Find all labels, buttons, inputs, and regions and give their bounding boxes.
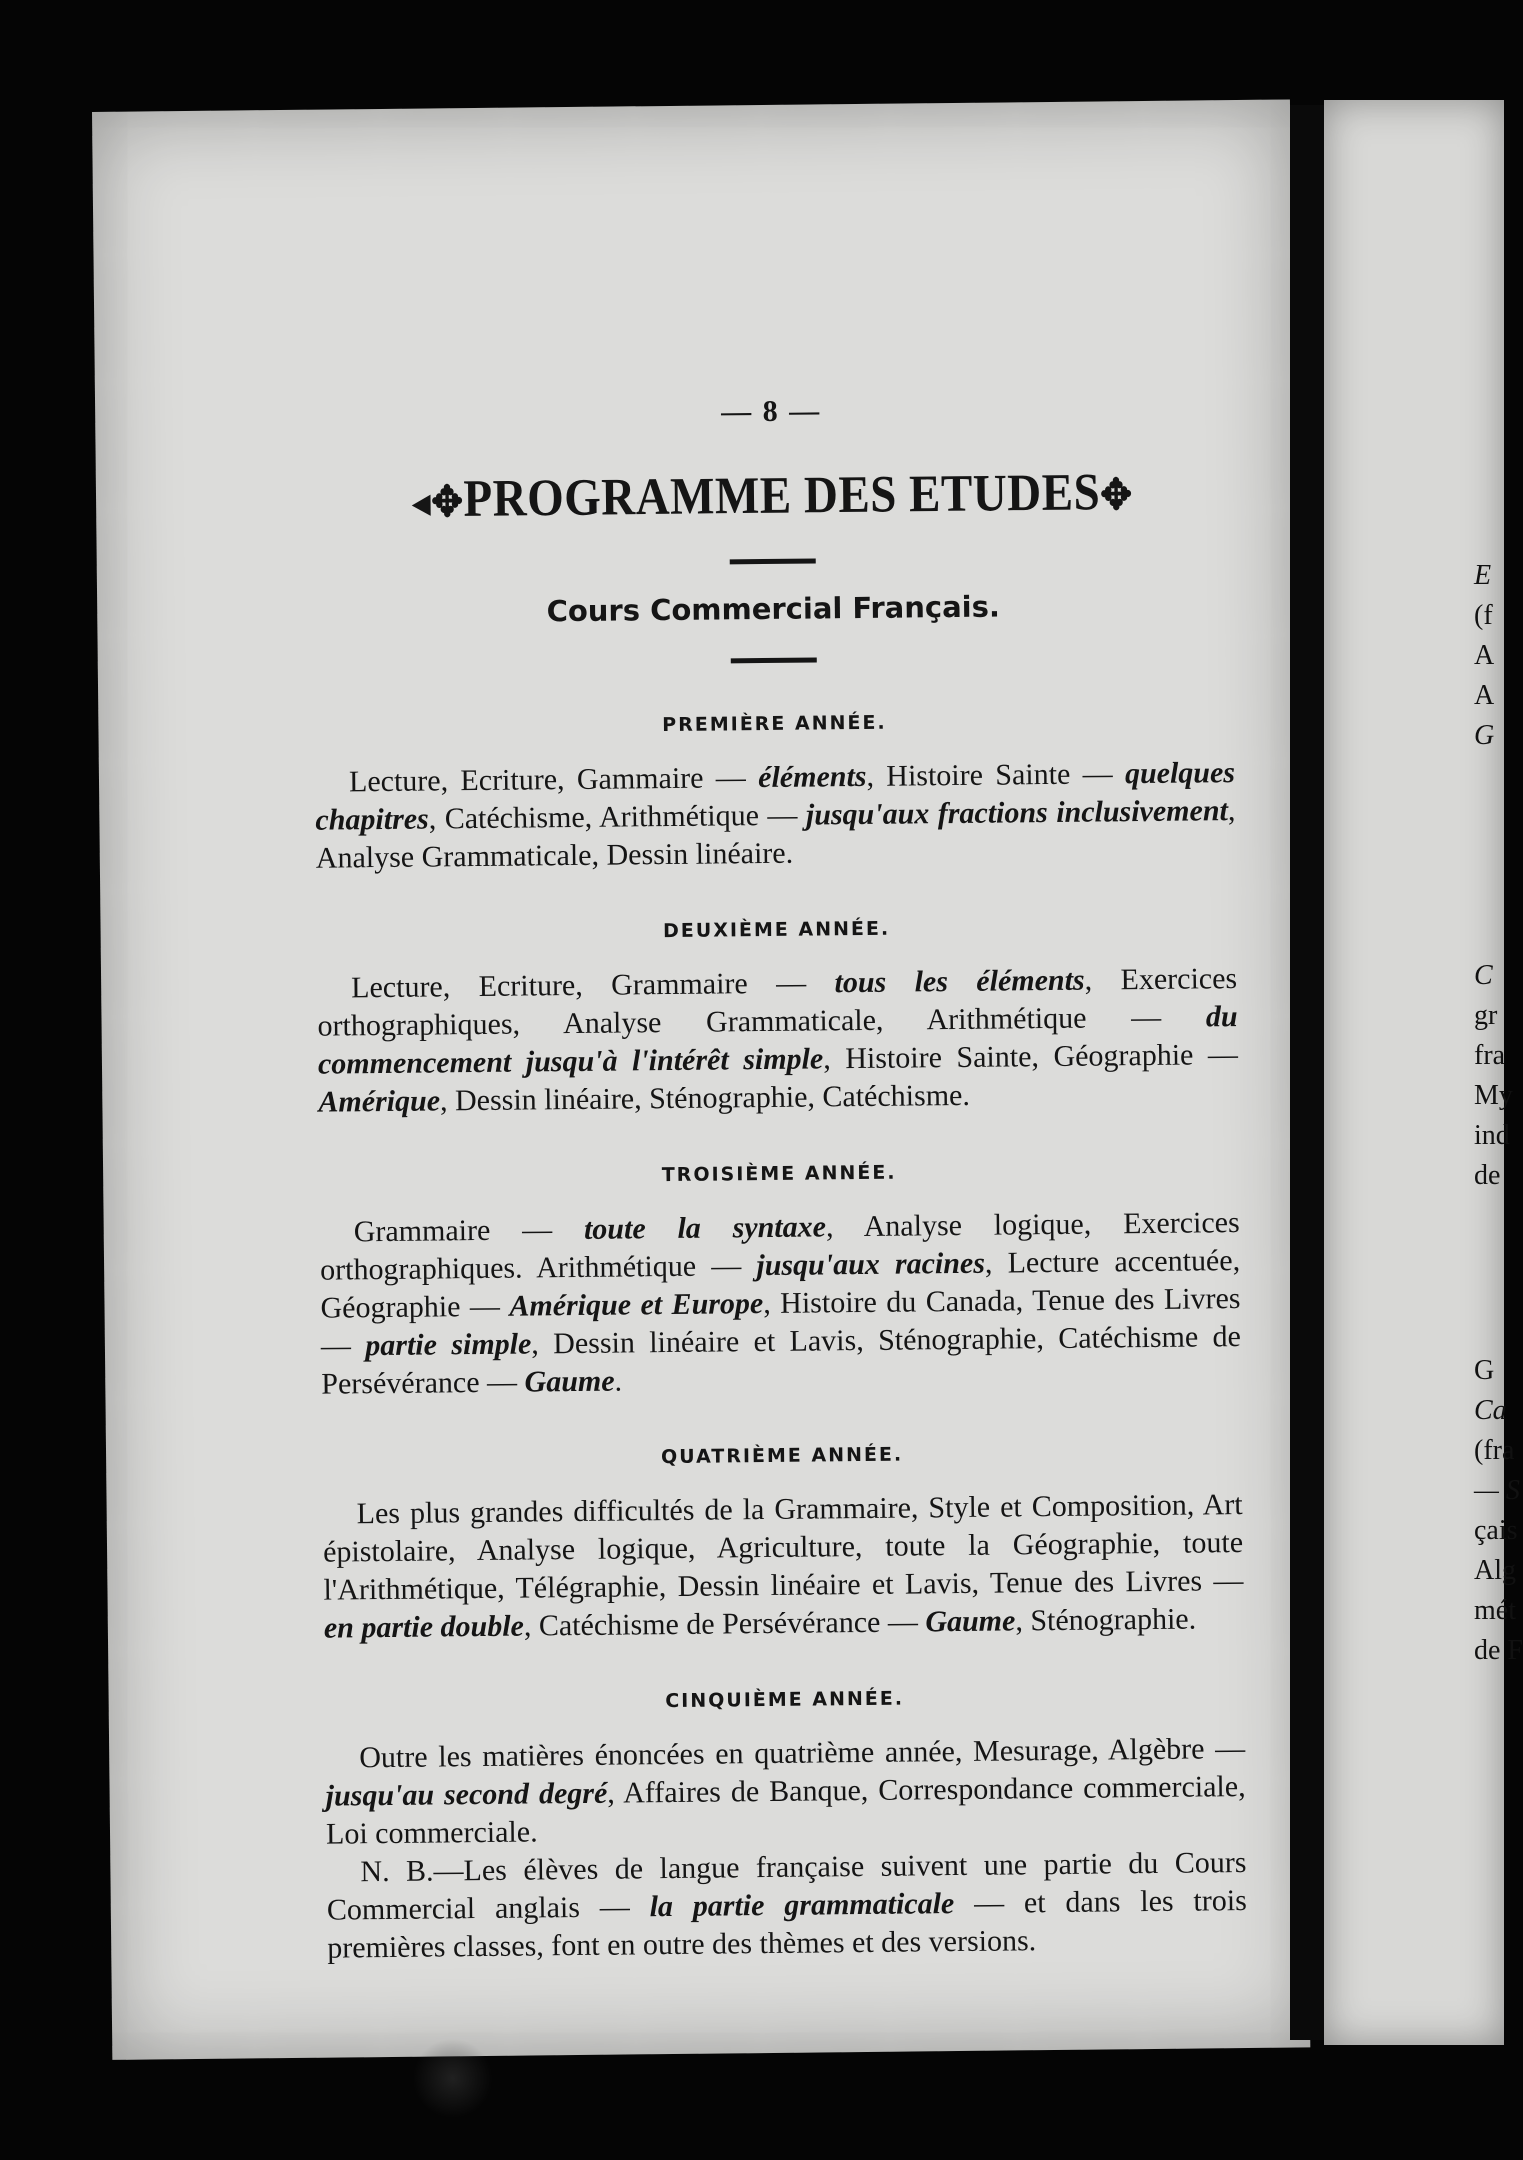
italic-run: Gaume	[524, 1364, 615, 1399]
subtitle-rule	[731, 657, 817, 663]
adjacent-page-fragment: — S	[1474, 1475, 1520, 1506]
italic-run: Gaume	[925, 1604, 1016, 1639]
text-run: Lecture, Ecriture, Gammaire —	[348, 761, 759, 799]
section-paragraph	[317, 960, 1239, 1122]
text-run: , Analyse logique, Exercices orthographiques. Arithmétique —	[319, 1206, 1240, 1287]
title-ornament-right: ✥	[1099, 471, 1133, 520]
text-run: .	[614, 1364, 623, 1398]
adjacent-page-fragment: de F	[1474, 1635, 1523, 1666]
italic-run: quelques chapitres	[315, 756, 1236, 837]
text-run: , Dessin linéaire et Lavis, Sténographie, Catéchisme de Persévérance —	[321, 1320, 1242, 1401]
adjacent-page-fragment: ind	[1474, 1120, 1510, 1151]
section-paragraph	[315, 754, 1236, 878]
text-run: , Sténographie.	[1015, 1602, 1197, 1638]
text-run: , Dessin linéaire, Sténographie, Catéchisme.	[439, 1078, 971, 1118]
section-paragraph	[320, 1204, 1242, 1404]
text-run: , Affaires de Banque, Correspondance commerciale, Loi commerciale.	[325, 1770, 1246, 1851]
year-heading: QUATRIÈME ANNÉE.	[660, 1443, 904, 1469]
italic-run: en partie double	[323, 1609, 525, 1645]
adjacent-page-fragment: G	[1474, 1355, 1495, 1386]
italic-run: la partie grammaticale	[649, 1887, 955, 1924]
text-run: , Lecture accentuée, Géographie —	[320, 1244, 1241, 1325]
year-heading: CINQUIÈME ANNÉE.	[665, 1687, 905, 1713]
adjacent-page-fragment: (f	[1474, 600, 1493, 631]
adjacent-page-fragment: Alg	[1474, 1555, 1516, 1586]
course-subtitle: Cours Commercial Français.	[546, 589, 1001, 629]
section-paragraph	[326, 1844, 1247, 1968]
adjacent-page	[1324, 100, 1523, 2045]
page-title	[312, 461, 1233, 531]
text-run: , Histoire Sainte, Géographie —	[823, 1038, 1239, 1076]
italic-run: jusqu'aux fractions inclusivement	[805, 794, 1229, 832]
italic-run: jusqu'aux racines	[756, 1246, 986, 1283]
text-run: — et dans les trois premières classes, font en outre des thèmes et des versions.	[327, 1884, 1247, 1965]
adjacent-page-fragment: gr	[1474, 1000, 1498, 1031]
year-heading: DEUXIÈME ANNÉE.	[662, 917, 891, 943]
italic-run: jusqu'au second degré	[325, 1776, 608, 1813]
text-run: Grammaire —	[353, 1212, 585, 1249]
adjacent-page-fragment: C	[1474, 960, 1493, 991]
adjacent-page-fragment: A	[1474, 680, 1495, 711]
adjacent-page-fragment: (fra	[1474, 1435, 1515, 1466]
ink-stain	[412, 2038, 493, 2119]
text-run: , Histoire Sainte —	[866, 757, 1126, 793]
adjacent-page-fragment: mét	[1474, 1595, 1516, 1626]
year-heading: PREMIÈRE ANNÉE.	[662, 711, 887, 737]
title-text: PROGRAMME DES ETUDES	[463, 463, 1101, 529]
text-run: Les plus grandes difficultés de la Grammaire, Style et Composition, Art épistolaire, Analyse logique, Agriculture, toute la Géographie, toute l'Arithmétique, Télégraphie, Dessin linéaire et Lavis, Tenue des Livres —	[322, 1488, 1244, 1607]
title-ornament-left: ◂✥	[411, 478, 464, 527]
year-sections	[314, 708, 1247, 1968]
text-run: N. B.—Les élèves de langue française suivent une partie du Cours Commercial anglais —	[326, 1846, 1247, 1927]
italic-run: Amérique	[318, 1084, 441, 1119]
text-run: , Catéchisme de Persévérance —	[523, 1605, 926, 1643]
text-run: Outre les matières énoncées en quatrième année, Mesurage, Algèbre —	[359, 1732, 1246, 1775]
section-paragraph	[323, 1486, 1245, 1648]
adjacent-page-fragment: de	[1474, 1160, 1501, 1191]
text-run: , Catéchisme, Arithmétique —	[428, 798, 807, 836]
text-run: , Histoire du Canada, Tenue des Livres —	[320, 1282, 1241, 1363]
adjacent-page-fragment: E	[1474, 560, 1492, 591]
adjacent-page-fragment: fra	[1474, 1040, 1506, 1071]
italic-run: du commencement jusqu'à l'intérêt simple	[317, 1000, 1238, 1081]
year-heading: TROISIÈME ANNÉE.	[661, 1161, 897, 1187]
binding-gutter	[1290, 105, 1324, 2040]
italic-run: toute la syntaxe	[583, 1210, 827, 1246]
adjacent-page-fragment: G	[1474, 720, 1495, 751]
adjacent-page-fragment: A	[1474, 640, 1495, 671]
adjacent-page-fragment: Ca	[1474, 1395, 1507, 1426]
italic-run: tous les éléments	[834, 963, 1085, 1000]
document-page	[92, 99, 1310, 2059]
text-run: Lecture, Ecriture, Grammaire —	[351, 966, 835, 1005]
italic-run: éléments	[758, 759, 867, 795]
italic-run: partie simple	[365, 1327, 532, 1363]
adjacent-page-fragment: çais	[1474, 1515, 1518, 1546]
title-rule	[730, 558, 816, 564]
page-content	[311, 390, 1247, 1968]
text-run: , Exercices orthographiques, Analyse Grammaticale, Arithmétique —	[317, 962, 1238, 1043]
italic-run: Amérique et Europe	[509, 1287, 764, 1323]
text-run: , Analyse Grammaticale, Dessin linéaire.	[315, 794, 1236, 875]
section-paragraph	[325, 1730, 1246, 1854]
adjacent-page-fragment: My	[1474, 1080, 1513, 1111]
page-number: — 8 —	[721, 394, 822, 429]
